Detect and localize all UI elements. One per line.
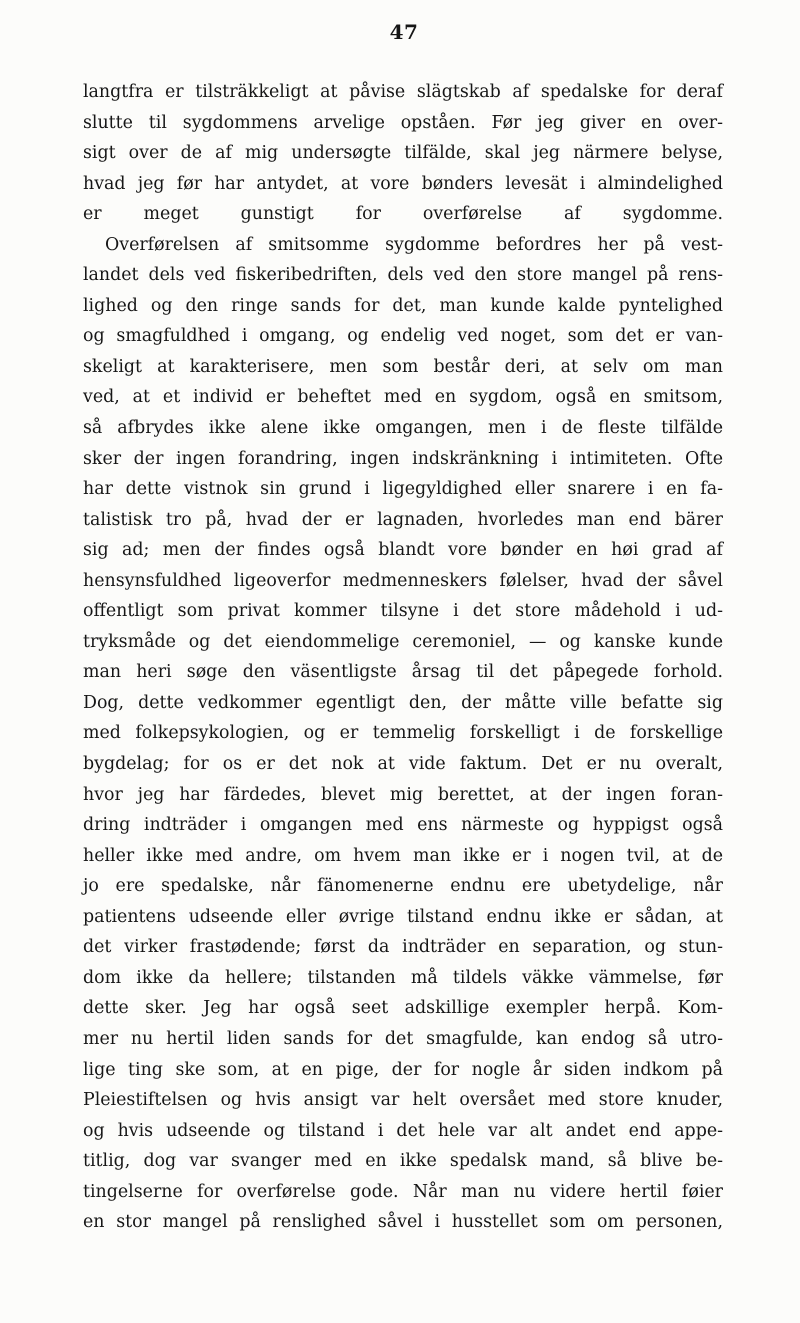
text-line: slutte til sygdommens arvelige opståen. Før jeg giver en over- [83, 112, 723, 133]
text-line: sig ad; men der findes også blandt vore bønder en høi grad af [83, 540, 723, 561]
text-line: jo ere spedalske, når fänomenerne endnu ere ubetydelige, når [83, 876, 723, 897]
text-line: ved, at et individ er beheftet med en sygdom, også en smitsom, [83, 387, 723, 408]
text-line: Pleiestiftelsen og hvis ansigt var helt oversået med store knuder, [83, 1090, 723, 1111]
text-line: langtfra er tilsträkkeligt at påvise slägtskab af spedalske for deraf [83, 82, 723, 102]
text-line: Overførelsen af smitsomme sygdomme befordres her på vest- [105, 234, 723, 255]
text-line: dring indträder i omgangen med ens närmeste og hyppigst også [83, 815, 723, 836]
text-line: og hvis udseende og tilstand i det hele var alt andet end appe- [83, 1120, 723, 1141]
text-line: en stor mangel på renslighed såvel i husstellet som om personen, [83, 1212, 723, 1233]
text-line: bygdelag; for os er det nok at vide faktum. Det er nu overalt, [83, 754, 723, 775]
text-line: heller ikke med andre, om hvem man ikke er i nogen tvil, at de [83, 845, 723, 866]
text-line: tingelserne for overførelse gode. Når man nu videre hertil føier [83, 1181, 723, 1202]
text-line: det virker frastødende; først da indträder en separation, og stun- [83, 937, 723, 958]
text-line: mer nu hertil liden sands for det smagfulde, kan endog så utro- [83, 1028, 723, 1049]
text-line: så afbrydes ikke alene ikke omgangen, men i de fleste tilfälde [83, 418, 723, 439]
text-line: sker der ingen forandring, ingen indskränkning i intimiteten. Ofte [83, 448, 723, 469]
text-line: lighed og den ringe sands for det, man kunde kalde pyntelighed [83, 295, 723, 316]
text-line: har dette vistnok sin grund i ligegyldighed eller snarere i en fa- [83, 479, 723, 500]
text-line: dette sker. Jeg har også seet adskillige exempler herpå. Kom- [83, 998, 723, 1019]
text-line: dom ikke da hellere; tilstanden må tildels väkke vämmelse, før [83, 967, 723, 988]
text-line: titlig, dog var svanger med en ikke spedalsk mand, så blive be- [83, 1151, 723, 1172]
text-line: lige ting ske som, at en pige, der for nogle år siden indkom på [83, 1059, 723, 1080]
text-line: Dog, dette vedkommer egentligt den, der måtte ville befatte sig [83, 692, 723, 713]
text-line: hvad jeg før har antydet, at vore bønders levesät i almindelighed [83, 173, 723, 194]
text-line: skeligt at karakterisere, men som består deri, at selv om man [83, 356, 723, 377]
text-line: sigt over de af mig undersøgte tilfälde, skal jeg närmere belyse, [83, 143, 723, 164]
page-number: 47 [389, 20, 419, 44]
body-text [83, 77, 723, 1238]
text-line: talistisk tro på, hvad der er lagnaden, hvorledes man end bärer [83, 509, 723, 530]
text-line: landet dels ved fiskeribedriften, dels ved den store mangel på rens- [83, 265, 723, 286]
text-line: og smagfuldhed i omgang, og endelig ved noget, som det er van- [83, 326, 723, 347]
text-line: offentligt som privat kommer tilsyne i det store mådehold i ud- [83, 601, 723, 622]
text-line: hvor jeg har färdedes, blevet mig berettet, at der ingen foran- [83, 784, 723, 805]
text-line: tryksmåde og det eiendommelige ceremoniel, — og kanske kunde [83, 631, 723, 652]
text-line: med folkepsykologien, og er temmelig forskelligt i de forskellige [83, 723, 723, 744]
text-line: man heri søge den väsentligste årsag til det påpegede forhold. [83, 662, 723, 683]
text-line: patientens udseende eller øvrige tilstand endnu ikke er sådan, at [83, 906, 723, 927]
text-line: er meget gunstigt for overførelse af sygdomme. [83, 204, 723, 225]
text-line: hensynsfuldhed ligeoverfor medmenneskers følelser, hvad der såvel [83, 570, 723, 591]
